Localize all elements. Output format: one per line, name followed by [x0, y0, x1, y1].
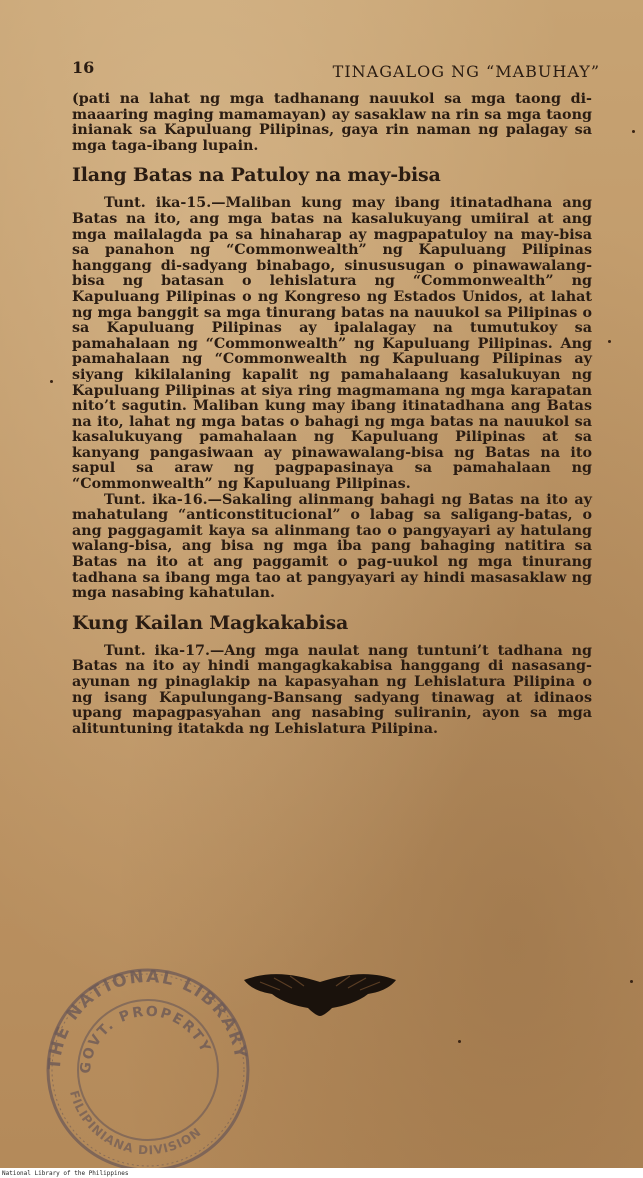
stamp-middle-text: GOVT. PROPERTY — [77, 1003, 214, 1075]
paper-speck — [608, 340, 611, 343]
paper-speck — [630, 980, 633, 983]
svg-text:FILIPINIANA DIVISION — [67, 1089, 204, 1157]
paragraph-tuntunin-15: Tunt. ika-15.—Maliban kung may ibang itinatadhana ang Batas na ito, ang mga batas na kasalukuyang umiiral at ang mga mailalagda pa sa hinaharap ay magpapatuloy na may-bisa sa panahon ng “Commonwealth” ng Kapuluang Pilipinas hanggang di-sadyang binabago, sinususugan o pinawawalang-bisa ng batasan o lehislatura ng “Commonwealth” ng Kapuluang Pilipinas o ng Kongreso ng Estados Unidos, at lahat ng mga banggit sa mga tinurang batas na nauukol sa Pilipinas o sa Kapuluang Pilipinas ay ipalalagay na tumutukoy sa pamahalaan ng “Commonwealth” ng Kapuluang Pilipinas. Ang pamahalaan ng “Commonwealth ng Kapuluang Pilipinas ay siyang kikilalaning kapalit ng pamahalaang kasalukuyan ng Kapuluang Pilipinas at siya ring magmamana ng mga karapatan nito’t sagutin. Maliban kung may ibang itinatadhana ang Batas na ito, lahat ng mga batas o bahagi ng mga batas na nauukol sa kasalukuyang pamahalaan ng Kapuluang Pilipinas at sa kanyang pangasiwaan ay pinawawalang-bisa ng Batas na ito sapul sa araw ng pagpapasinaya sa pamahalaan ng “Commonwealth” ng Kapuluang Pilipinas. — [72, 195, 592, 493]
paper-speck — [632, 130, 635, 133]
library-stamp — [30, 952, 260, 1168]
section-heading-patuloy: Ilang Batas na Patuloy na may-bisa — [72, 164, 441, 187]
winged-ornament-icon — [240, 968, 400, 1018]
stamp-outer-text: THE NATIONAL LIBRARY — [44, 966, 251, 1071]
svg-text:GOVT. PROPERTY — [78, 1004, 214, 1075]
paragraph-tuntunin-17: Tunt. ika-17.—Ang mga naulat nang tuntuni’t tadhana ng Batas na ito ay hindi mangagkakabisa hanggang di nasasang-ayunan ng pinaglakip na kapasyahan ng Lehislatura Pilipina o ng isang Kapulungang-Bansang sadyang tinawag at idinaos upang mapagpasyahan ang nasabing suliranin, ayon sa mga alituntuning itatakda ng Lehislatura Pilipina. — [72, 642, 592, 737]
stamp-lower-text: FILIPINIANA DIVISION — [66, 1088, 205, 1158]
section-heading-magkakabisa: Kung Kailan Magkakabisa — [72, 611, 349, 634]
paper-speck — [50, 380, 53, 383]
running-title: TINAGALOG NG “MABUHAY” — [332, 62, 600, 81]
footer-credit: National Library of the Philippines — [2, 1170, 129, 1177]
paragraph-intro: (pati na lahat ng mga tadhanang nauukol sa mga taong di-maaaring maging mamamayan) ay sasaklaw na rin sa mga taong inianak sa Kapuluang Pilipinas, gaya rin naman ng palagay sa mga taga-ibang lupain. — [72, 91, 592, 154]
paper-speck — [458, 1040, 461, 1043]
paragraph-tuntunin-16: Tunt. ika-16.—Sakaling alinmang bahagi ng Batas na ito ay mahatulang “anticonstitucional” o labag sa saligang-batas, o ang paggagamit kaya sa alinmang tao o pangyayari ay hatulang walang-bisa, ang bisa ng mga iba pang bahaging natitira sa Batas na ito at ang paggamit o pag-uukol ng mga tinurang tadhana sa ibang mga tao at pangyayari ay hindi masasaklaw ng mga nasabing kahatulan. — [72, 491, 592, 602]
body-text — [72, 92, 592, 737]
page-number: 16 — [72, 58, 95, 77]
